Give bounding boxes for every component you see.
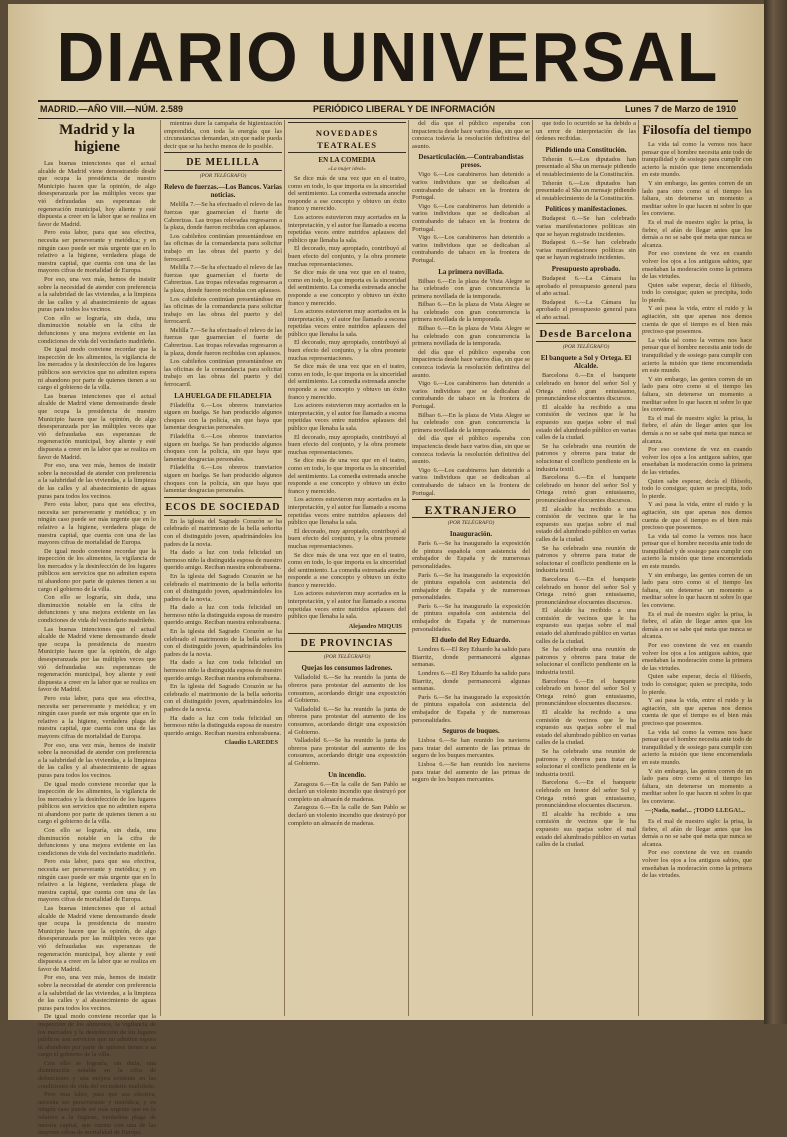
- news-heading: Quejas los consumos ladrones.: [301, 664, 393, 673]
- article-paragraph: Ha dado a luz con toda felicidad un hermoso niño la distinguida esposa de nuestro querido amigo. Reciban nuestra enhorabuena.: [164, 549, 282, 572]
- article-paragraph: Y sin embargo, las gentes corren de un lado para otro como si el tiempo les faltara, sin detenerse un momento a meditar sobre lo que hacen ni sobre lo que les conviene.: [642, 571, 752, 610]
- section-subheading: (POR TELÉGRAFO): [562, 344, 610, 351]
- article-paragraph: El decorado, muy apropiado, contribuyó al buen efecto del conjunto, y la obra promete muchas representaciones.: [288, 245, 406, 268]
- article-paragraph: París 6.—Se ha inaugurado la exposición de pintura española con asistencia del embajador de España y de numerosas personalidades.: [412, 693, 530, 724]
- article-paragraph: Y sin embargo, las gentes corren de un lado para otro como si el tiempo les faltara, sin detenerse un momento a meditar sobre lo que hacen ni sobre lo que les conviene.: [642, 375, 752, 414]
- article-paragraph: Quien sabe esperar, decía el filósofo, todo lo consigue; quien se precipita, todo lo pierde.: [642, 281, 752, 304]
- article-paragraph: Lisboa 6.—Se han reunido los navieros para tratar del aumento de las primas de seguro de los buques mercantes.: [412, 760, 530, 784]
- article-paragraph: La vida tal como la vemos nos hace pensar que el hombre necesita ante todo de tranquilidad y de sosiego para cumplir con acierto la misión que tiene encomendada en este mundo.: [642, 336, 752, 375]
- paper-tagline: PERIÓDICO LIBERAL Y DE INFORMACIÓN: [312, 104, 495, 114]
- article-paragraph: Budapest 6.—Se han celebrado varias manifestaciones políticas sin que se hayan registrado incidentes.: [536, 215, 636, 238]
- article-paragraph: Con ello se lograría, sin duda, una disminución notable en la cifra de defunciones y una mejora evidente en las condiciones de vida del vecindario madrileño.: [38, 827, 156, 857]
- article-paragraph: Las buenas intenciones que el actual alcalde de Madrid viene demostrando desde que ocupa la presidencia de nuestro Municipio hacen que la opinión, de algo desesperanzada por las múltiples veces que vió defraudadas sus esperanzas de regeneración municipal, hoy aliente y esté dispuesta a creer en la labor que se realiza en favor de Madrid.: [38, 160, 156, 228]
- article-paragraph: Pero esta labor, para que sea efectiva, necesita ser perseverante y metódica; y en ningún caso puede ser más urgente que en lo relativo a la higiene, verdadera plaga de nuestra capital, que cuenta con una de las mayores cifras de mortalidad de Europa.: [38, 501, 156, 547]
- article-paragraph: El alcalde ha recibido a una comisión de vecinos que le ha expuesto sus quejas sobre el mal estado del alumbrado público en varias calles de la ciudad.: [536, 810, 636, 849]
- article-heading: Madrid y la higiene: [59, 122, 135, 155]
- news-heading: El duelo del Rey Eduardo.: [431, 636, 511, 645]
- article-paragraph: De igual modo conviene recordar que la inspección de los alimentos, la vigilancia de los mercados y la desinfección de los lugares públicos son servicios que no admiten espera ni abandono por parte de quienes tienen a su cargo el gobierno de la villa.: [38, 346, 156, 392]
- article-paragraph: Se ha celebrado una reunión de patronos y obreros para tratar de solucionar el conflicto pendiente en la industria textil.: [536, 442, 636, 473]
- newspaper-page: [8, 4, 764, 1137]
- article-paragraph: Barcelona 6.—En el banquete celebrado en honor del señor Sol y Ortega reinó gran entusiasmo, pronunciándose elocuentes discursos.: [536, 677, 636, 708]
- article-paragraph: De igual modo conviene recordar que la inspección de los alimentos, la vigilancia de los mercados y la desinfección de los lugares públicos son servicios que no admiten espera ni abandono por parte de quienes tienen a su cargo el gobierno de la villa.: [38, 547, 156, 593]
- article-paragraph: Quien sabe esperar, decía el filósofo, todo lo consigue; quien se precipita, todo lo pierde.: [642, 477, 752, 500]
- article-paragraph: Londres 6.—El Rey Eduardo ha salido para Biarritz, donde permanecerá algunas semanas.: [412, 670, 530, 693]
- article-paragraph: Zaragoza 6.—En la calle de San Pablo se declaró un violento incendio que destruyó por completo un almacén de maderas.: [288, 780, 406, 803]
- article-paragraph: Es el mal de nuestro siglo: la prisa, la fiebre, el afán de llegar antes que los demás a no se sabe qué meta que nunca se alcanza.: [642, 610, 752, 641]
- article-paragraph: Y así pasa la vida, entre el ruido y la agitación, sin que apenas nos demos cuenta de que el tiempo es el bien más precioso que poseemos.: [642, 697, 752, 727]
- news-heading: Seguros de buques.: [442, 727, 500, 736]
- article-paragraph: Vigo 6.—Los carabineros han detenido a varios individuos que se dedicaban al contrabando de tabaco en la frontera de Portugal.: [412, 380, 530, 410]
- article-paragraph: Los cabileños continúan presentándose en las oficinas de la comandancia para solicitar trabajo en las obras del puerto y del ferrocarril.: [164, 358, 282, 389]
- article-paragraph: Los cabileños continúan presentándose en las oficinas de la comandancia para solicitar trabajo en las obras del puerto y del ferrocarril.: [164, 232, 282, 263]
- article-paragraph: Filadelfia 6.—Los obreros tranviarios siguen en huelga. Se han producido algunos choques con la policía, sin que haya que lamentar desgracias personales.: [164, 401, 282, 432]
- article-paragraph: Bilbao 6.—En la plaza de Vista Alegre se ha celebrado con gran concurrencia la primera novillada de la temporada.: [412, 301, 530, 324]
- article-paragraph: El alcalde ha recibido a una comisión de vecinos que le ha expuesto sus quejas sobre el mal estado del alumbrado público en varias calles de la ciudad.: [536, 709, 636, 747]
- article-paragraph: En la iglesia del Sagrado Corazón se ha celebrado el matrimonio de la bella señorita con el distinguido joven, apadrinándoles los padres de la novia.: [164, 517, 282, 548]
- article-paragraph: Por eso conviene de vez en cuando volver los ojos a los antiguos sabios, que enseñaban la moderación como la primera de las virtudes.: [642, 642, 752, 672]
- article-paragraph: El decorado, muy apropiado, contribuyó al buen efecto del conjunto, y la obra promete muchas representaciones.: [288, 527, 406, 550]
- article-paragraph: París 6.—Se ha inaugurado la exposición de pintura española con asistencia del embajador de España y de numerosas personalidades.: [412, 571, 530, 602]
- article-paragraph: Por eso, una vez más, hemos de insistir sobre la necesidad de atender con preferencia a la salubridad de las viviendas, a la limpieza de las calles y al abastecimiento de aguas puras para todos los vecinos.: [38, 974, 156, 1012]
- column-4: [408, 120, 530, 1016]
- article-paragraph: La vida tal como la vemos nos hace pensar que el hombre necesita ante todo de tranquilidad y de sosiego para cumplir con acierto la misión que tiene encomendada en este mundo.: [642, 141, 752, 179]
- article-paragraph: Pero esta labor, para que sea efectiva, necesita ser perseverante y metódica; y en ningún caso puede ser más urgente que en lo relativo a la higiene, verdadera plaga de nuestra capital, que cuenta con una de las mayores cifras de mortalidad de Europa.: [38, 694, 156, 740]
- article-paragraph: París 6.—Se ha inaugurado la exposición de pintura española con asistencia del embajador de España y de numerosas personalidades.: [412, 540, 530, 570]
- article-paragraph: Ha dado a luz con toda felicidad un hermoso niño la distinguida esposa de nuestro querido amigo. Reciban nuestra enhorabuena.: [164, 604, 282, 627]
- article-paragraph: Vigo 6.—Los carabineros han detenido a varios individuos que se dedicaban al contrabando de tabaco en la frontera de Portugal.: [412, 234, 530, 264]
- news-heading: Pidiendo una Constitución.: [545, 145, 627, 154]
- section-heading-melilla: DE MELILLA: [186, 157, 260, 169]
- section-subheading: (POR TELÉGRAFO): [447, 520, 495, 527]
- article-paragraph: Con ello se lograría, sin duda, una disminución notable en la cifra de defunciones y una mejora evidente en las condiciones de vida del vecindario madrileño.: [38, 1059, 156, 1090]
- article-paragraph: Ha dado a luz con toda felicidad un hermoso niño la distinguida esposa de nuestro querido amigo. Reciban nuestra enhorabuena.: [164, 659, 282, 682]
- article-paragraph: Y sin embargo, las gentes corren de un lado para otro como si el tiempo les faltara, sin detenerse un momento a meditar sobre lo que hacen ni sobre lo que les conviene.: [642, 179, 752, 218]
- article-paragraph: Teherán 6.—Los diputados han presentado al Sha un mensaje pidiendo el restablecimiento de la Constitución.: [536, 179, 636, 202]
- news-heading: Desarticulación.—Contrabandistas presos.: [418, 153, 524, 170]
- article-paragraph: Pero esta labor, para que sea efectiva, necesita ser perseverante y metódica; y en ningún caso puede ser más urgente que en lo relativo a la higiene, verdadera plaga de nuestra capital, que cuenta con una de las mayores cifras de mortalidad de Europa.: [38, 1091, 156, 1137]
- article-paragraph: Barcelona 6.—En el banquete celebrado en honor del señor Sol y Ortega reinó gran entusiasmo, pronunciándose elocuentes discursos.: [536, 575, 636, 606]
- article-closing-line: —¡Nada, nada!... ¡TODO LLEGA!...: [644, 807, 746, 815]
- section-heading-provinces: DE PROVINCIAS: [300, 638, 394, 650]
- article-paragraph: El alcalde ha recibido a una comisión de vecinos que le ha expuesto sus quejas sobre el mal estado del alumbrado público en varias calles de la ciudad.: [536, 403, 636, 442]
- article-paragraph: Los actores estuvieron muy acertados en la interpretación, y el autor fue llamado a escena repetidas veces entre nutridos aplausos del público que llenaba la sala.: [288, 402, 406, 432]
- article-paragraph: Y así pasa la vida, entre el ruido y la agitación, sin que apenas nos demos cuenta de que el tiempo es el bien más precioso que poseemos.: [642, 305, 752, 336]
- column-3: [284, 120, 406, 1016]
- article-paragraph: Las buenas intenciones que el actual alcalde de Madrid viene demostrando desde que ocupa la presidencia de nuestro Municipio hacen que la opinión, de algo desesperanzada por las múltiples veces que vió defraudadas sus esperanzas de regeneración municipal, hoy aliente y esté dispuesta a creer en la labor que se realiza en favor de Madrid.: [38, 625, 156, 694]
- article-paragraph: Se dice más de una vez que en el teatro, como en todo, lo que importa es la sinceridad del sentimiento. La comedia estrenada anoche responde a ese concepto y obtuvo un éxito franco y merecido.: [288, 269, 406, 307]
- news-heading: Relevo de fuerzas.—Los Bancos. Varias noticias.: [164, 183, 282, 200]
- masthead-title: DIARIO UNIVERSAL: [56, 18, 720, 96]
- column-6: [638, 120, 752, 1016]
- article-paragraph: Bilbao 6.—En la plaza de Vista Alegre se ha celebrado con gran concurrencia la primera novillada de la temporada.: [412, 325, 530, 348]
- article-paragraph: Valladolid 6.—Se ha reunido la junta de obreros para protestar del aumento de los consumos, acordando dirigir una exposición al Gobierno.: [288, 674, 406, 705]
- article-paragraph: Budapest 6.—La Cámara ha aprobado el presupuesto general para el año actual.: [536, 298, 636, 321]
- article-paragraph: del día que el público esperaba con impaciencia desde hace varios días, sin que se conozca todavía la resolución definitiva del asunto.: [412, 435, 530, 466]
- article-paragraph: Los actores estuvieron muy acertados en la interpretación, y el autor fue llamado a escena repetidas veces entre nutridos aplausos del público que llenaba la sala.: [288, 213, 406, 244]
- article-paragraph: Barcelona 6.—En el banquete celebrado en honor del señor Sol y Ortega reinó gran entusiasmo, pronunciándose elocuentes discursos.: [536, 372, 636, 403]
- news-heading: El banquete a Sol y Ortega. El Alcalde.: [540, 354, 632, 371]
- article-paragraph: Las buenas intenciones que el actual alcalde de Madrid viene demostrando desde que ocupa la presidencia de nuestro Municipio hacen que la opinión, de algo desesperanzada por las múltiples veces que vió defraudadas sus esperanzas de regeneración municipal, hoy aliente y esté dispuesta a creer en la labor que se realiza en favor de Madrid.: [38, 905, 156, 973]
- section-heading-foreign: EXTRANJERO: [424, 503, 518, 518]
- article-paragraph: mientras dure la campaña de higienización emprendida, con toda la energía que las circunstancias demandan, sin que nadie pueda decir que se ha hecho menos de lo posible.: [164, 120, 282, 150]
- article-paragraph: Los actores estuvieron muy acertados en la interpretación, y el autor fue llamado a escena repetidas veces entre nutridos aplausos del público que llenaba la sala.: [288, 590, 406, 621]
- column-5: [532, 120, 636, 1016]
- article-paragraph: Por eso conviene de vez en cuando volver los ojos a los antiguos sabios, que enseñaban la moderación como la primera de las virtudes.: [642, 250, 752, 281]
- article-paragraph: Barcelona 6.—En el banquete celebrado en honor del señor Sol y Ortega reinó gran entusiasmo, pronunciándose elocuentes discursos.: [536, 779, 636, 810]
- article-paragraph: Vigo 6.—Los carabineros han detenido a varios individuos que se dedicaban al contrabando de tabaco en la frontera de Portugal.: [412, 171, 530, 202]
- article-paragraph: Los actores estuvieron muy acertados en la interpretación, y el autor fue llamado a escena repetidas veces entre nutridos aplausos del público que llenaba la sala.: [288, 308, 406, 338]
- article-paragraph: Ha dado a luz con toda felicidad un hermoso niño la distinguida esposa de nuestro querido amigo. Reciban nuestra enhorabuena.: [164, 714, 282, 737]
- article-paragraph: Se ha celebrado una reunión de patronos y obreros para tratar de solucionar el conflicto pendiente en la industria textil.: [536, 646, 636, 677]
- article-paragraph: Filadelfia 6.—Los obreros tranviarios siguen en huelga. Se han producido algunos choques con la policía, sin que haya que lamentar desgracias personales.: [164, 464, 282, 495]
- article-paragraph: Y sin embargo, las gentes corren de un lado para otro como si el tiempo les faltara, sin detenerse un momento a meditar sobre lo que hacen ni sobre lo que les conviene.: [642, 767, 752, 805]
- article-paragraph: Las buenas intenciones que el actual alcalde de Madrid viene demostrando desde que ocupa la presidencia de nuestro Municipio hacen que la opinión, de algo desesperanzada por las múltiples veces que vió defraudadas sus esperanzas de regeneración municipal, hoy aliente y esté dispuesta a creer en la labor que se realiza en favor de Madrid.: [38, 392, 156, 461]
- article-paragraph: Los cabileños continúan presentándose en las oficinas de la comandancia para solicitar trabajo en las obras del puerto y del ferrocarril.: [164, 295, 282, 326]
- news-heading: La primera novillada.: [438, 267, 504, 276]
- article-paragraph: Es el mal de nuestro siglo: la prisa, la fiebre, el afán de llegar antes que los demás a no se sabe qué meta que nunca se alcanza.: [642, 818, 752, 848]
- article-paragraph: Se dice más de una vez que en el teatro, como en todo, lo que importa es la sinceridad del sentimiento. La comedia estrenada anoche responde a ese concepto y obtuvo un éxito franco y merecido.: [288, 457, 406, 495]
- section-subheading: (POR TELÉGRAFO): [199, 173, 247, 180]
- article-paragraph: El decorado, muy apropiado, contribuyó al buen efecto del conjunto, y la obra promete muchas representaciones.: [288, 339, 406, 362]
- article-paragraph: Es el mal de nuestro siglo: la prisa, la fiebre, el afán de llegar antes que los demás a no se sabe qué meta que nunca se alcanza.: [642, 218, 752, 249]
- article-paragraph: Melilla 7.—Se ha efectuado el relevo de las fuerzas que guarnecían el fuerte de Cabrerizas. Las tropas relevadas regresaron a la plaza, donde fueron recibidas con aplausos.: [164, 201, 282, 232]
- article-paragraph: Por eso, una vez más, hemos de insistir sobre la necesidad de atender con preferencia a la salubridad de las viviendas, a la limpieza de las calles y al abastecimiento de aguas puras para todos los vecinos.: [38, 741, 156, 779]
- article-paragraph: Por eso, una vez más, hemos de insistir sobre la necesidad de atender con preferencia a la salubridad de las viviendas, a la limpieza de las calles y al abastecimiento de aguas puras para todos los vecinos.: [38, 275, 156, 314]
- article-paragraph: En la iglesia del Sagrado Corazón se ha celebrado el matrimonio de la bella señorita con el distinguido joven, apadrinándoles los padres de la novia.: [164, 683, 282, 713]
- article-paragraph: Por eso, una vez más, hemos de insistir sobre la necesidad de atender con preferencia a la salubridad de las viviendas, a la limpieza de las calles y al abastecimiento de aguas puras para todos los vecinos.: [38, 462, 156, 500]
- article-paragraph: Teherán 6.—Los diputados han presentado al Sha un mensaje pidiendo el restablecimiento de la Constitución.: [536, 155, 636, 178]
- article-paragraph: Londres 6.—El Rey Eduardo ha salido para Biarritz, donde permanecerá algunas semanas.: [412, 646, 530, 669]
- article-paragraph: Bilbao 6.—En la plaza de Vista Alegre se ha celebrado con gran concurrencia la primera novillada de la temporada.: [412, 277, 530, 300]
- article-signature: Alejandro MIQUIS: [348, 622, 402, 630]
- article-paragraph: Bilbao 6.—En la plaza de Vista Alegre se ha celebrado con gran concurrencia la primera novillada de la temporada.: [412, 411, 530, 434]
- news-heading: Un incendio.: [328, 770, 366, 779]
- article-paragraph: Con ello se lograría, sin duda, una disminución notable en la cifra de defunciones y una mejora evidente en las condiciones de vida del vecindario madrileño.: [38, 594, 156, 625]
- article-paragraph: Vigo 6.—Los carabineros han detenido a varios individuos que se dedicaban al contrabando de tabaco en la frontera de Portugal.: [412, 466, 530, 497]
- article-paragraph: La vida tal como la vemos nos hace pensar que el hombre necesita ante todo de tranquilidad y de sosiego para cumplir con acierto la misión que tiene encomendada en este mundo.: [642, 532, 752, 571]
- news-heading: EN LA COMEDIA: [318, 156, 376, 164]
- play-title: «La mujer ideal»: [328, 166, 366, 172]
- article-paragraph: Es el mal de nuestro siglo: la prisa, la fiebre, el afán de llegar antes que los demás a no se sabe qué meta que nunca se alcanza.: [642, 414, 752, 445]
- article-paragraph: del día que el público esperaba con impaciencia desde hace varios días, sin que se conozca todavía la resolución definitiva del asunto.: [412, 120, 530, 150]
- article-paragraph: Zaragoza 6.—En la calle de San Pablo se declaró un violento incendio que destruyó por completo un almacén de maderas.: [288, 804, 406, 827]
- article-paragraph: Barcelona 6.—En el banquete celebrado en honor del señor Sol y Ortega reinó gran entusiasmo, pronunciándose elocuentes discursos.: [536, 474, 636, 504]
- article-paragraph: Vigo 6.—Los carabineros han detenido a varios individuos que se dedicaban al contrabando de tabaco en la frontera de Portugal.: [412, 202, 530, 233]
- article-paragraph: Los actores estuvieron muy acertados en la interpretación, y el autor fue llamado a escena repetidas veces entre nutridos aplausos del público que llenaba la sala.: [288, 496, 406, 527]
- article-paragraph: Y así pasa la vida, entre el ruido y la agitación, sin que apenas nos demos cuenta de que el tiempo es el bien más precioso que poseemos.: [642, 501, 752, 532]
- article-paragraph: Pero esta labor, para que sea efectiva, necesita ser perseverante y metódica; y en ningún caso puede ser más urgente que en lo relativo a la higiene, verdadera plaga de nuestra capital, que cuenta con una de las mayores cifras de mortalidad de Europa.: [38, 229, 156, 275]
- article-paragraph: La vida tal como la vemos nos hace pensar que el hombre necesita ante todo de tranquilidad y de sosiego para cumplir con acierto la misión que tiene encomendada en este mundo.: [642, 728, 752, 766]
- news-heading: LA HUELGA DE FILADELFIA: [174, 391, 272, 400]
- article-paragraph: del día que el público esperaba con impaciencia desde hace varios días, sin que se conozca todavía la resolución definitiva del asunto.: [412, 348, 530, 379]
- article-paragraph: París 6.—Se ha inaugurado la exposición de pintura española con asistencia del embajador de España y de numerosas personalidades.: [412, 602, 530, 633]
- news-heading: Políticos y manifestaciones.: [545, 205, 627, 214]
- article-paragraph: Se dice más de una vez que en el teatro, como en todo, lo que importa es la sinceridad del sentimiento. La comedia estrenada anoche responde a ese concepto y obtuvo un éxito franco y merecido.: [288, 175, 406, 213]
- article-paragraph: Filadelfia 6.—Los obreros tranviarios siguen en huelga. Se han producido algunos choques con la policía, sin que haya que lamentar desgracias personales.: [164, 433, 282, 463]
- article-paragraph: que todo lo ocurrido se ha debido a un error de interpretación de las órdenes recibidas.: [536, 120, 636, 143]
- news-heading: Inauguración.: [449, 530, 493, 539]
- article-paragraph: El alcalde ha recibido a una comisión de vecinos que le ha expuesto sus quejas sobre el mal estado del alumbrado público en varias calles de la ciudad.: [536, 607, 636, 645]
- section-heading-theatre: NOVEDADES TEATRALES: [315, 128, 379, 150]
- article-paragraph: De igual modo conviene recordar que la inspección de los alimentos, la vigilancia de los mercados y la desinfección de los lugares públicos son servicios que no admiten espera ni abandono por parte de quienes tienen a su cargo el gobierno de la villa.: [38, 1013, 156, 1059]
- article-paragraph: Se dice más de una vez que en el teatro, como en todo, lo que importa es la sinceridad del sentimiento. La comedia estrenada anoche responde a ese concepto y obtuvo un éxito franco y merecido.: [288, 363, 406, 401]
- issue-date: Lunes 7 de Marzo de 1910: [624, 104, 736, 114]
- article-paragraph: Budapest 6.—Se han celebrado varias manifestaciones políticas sin que se hayan registrado incidentes.: [536, 239, 636, 262]
- article-paragraph: Quien sabe esperar, decía el filósofo, todo lo consigue; quien se precipita, todo lo pierde.: [642, 673, 752, 696]
- article-paragraph: Budapest 6.—La Cámara ha aprobado el presupuesto general para el año actual.: [536, 274, 636, 298]
- article-paragraph: Se dice más de una vez que en el teatro, como en todo, lo que importa es la sinceridad del sentimiento. La comedia estrenada anoche responde a ese concepto y obtuvo un éxito franco y merecido.: [288, 551, 406, 589]
- article-paragraph: Valladolid 6.—Se ha reunido la junta de obreros para protestar del aumento de los consumos, acordando dirigir una exposición al Gobierno.: [288, 737, 406, 767]
- article-paragraph: El decorado, muy apropiado, contribuyó al buen efecto del conjunto, y la obra promete muchas representaciones.: [288, 433, 406, 456]
- adjacent-page-edge: [764, 0, 787, 1024]
- issue-number: MADRID.—AÑO VIII.—NÚM. 2.589: [40, 104, 184, 114]
- section-heading-ecos: ECOS DE SOCIEDAD: [165, 501, 281, 513]
- news-heading: Presupuesto aprobado.: [551, 264, 621, 273]
- article-paragraph: De igual modo conviene recordar que la inspección de los alimentos, la vigilancia de los mercados y la desinfección de los lugares públicos son servicios que no admiten espera ni abandono por parte de quienes tienen a su cargo el gobierno de la villa.: [38, 780, 156, 826]
- article-paragraph: En la iglesia del Sagrado Corazón se ha celebrado el matrimonio de la bella señorita con el distinguido joven, apadrinándoles los padres de la novia.: [164, 572, 282, 603]
- article-paragraph: Por eso conviene de vez en cuando volver los ojos a los antiguos sabios, que enseñaban la moderación como la primera de las virtudes.: [642, 849, 752, 880]
- section-subheading: (POR TELÉGRAFO): [323, 654, 371, 661]
- article-paragraph: Melilla 7.—Se ha efectuado el relevo de las fuerzas que guarnecían el fuerte de Cabrerizas. Las tropas relevadas regresaron a la plaza, donde fueron recibidas con aplausos.: [164, 326, 282, 357]
- article-paragraph: Se ha celebrado una reunión de patronos y obreros para tratar de solucionar el conflicto pendiente en la industria textil.: [536, 544, 636, 575]
- article-paragraph: Con ello se lograría, sin duda, una disminución notable en la cifra de defunciones y una mejora evidente en las condiciones de vida del vecindario madrileño.: [38, 314, 156, 345]
- article-paragraph: El alcalde ha recibido a una comisión de vecinos que le ha expuesto sus quejas sobre el mal estado del alumbrado público en varias calles de la ciudad.: [536, 505, 636, 543]
- article-paragraph: Valladolid 6.—Se ha reunido la junta de obreros para protestar del aumento de los consumos, acordando dirigir una exposición al Gobierno.: [288, 705, 406, 736]
- column-1: [38, 120, 156, 1137]
- section-heading-barcelona: Desde Barcelona: [539, 328, 633, 341]
- article-heading: Filosofía del tiempo: [642, 122, 752, 137]
- article-paragraph: Se ha celebrado una reunión de patronos y obreros para tratar de solucionar el conflicto pendiente en la industria textil.: [536, 747, 636, 778]
- article-paragraph: Por eso conviene de vez en cuando volver los ojos a los antiguos sabios, que enseñaban la moderación como la primera de las virtudes.: [642, 446, 752, 476]
- article-paragraph: En la iglesia del Sagrado Corazón se ha celebrado el matrimonio de la bella señorita con el distinguido joven, apadrinándoles los padres de la novia.: [164, 628, 282, 658]
- article-paragraph: Lisboa 6.—Se han reunido los navieros para tratar del aumento de las primas de seguro de los buques mercantes.: [412, 737, 530, 760]
- info-bar: [38, 100, 738, 119]
- article-paragraph: Melilla 7.—Se ha efectuado el relevo de las fuerzas que guarnecían el fuerte de Cabrerizas. Las tropas relevadas regresaron a la plaza, donde fueron recibidas con aplausos.: [164, 264, 282, 294]
- article-signature: Claudio LAREDES: [224, 739, 278, 747]
- column-2: [160, 120, 282, 1016]
- article-paragraph: Pero esta labor, para que sea efectiva, necesita ser perseverante y metódica; y en ningún caso puede ser más urgente que en lo relativo a la higiene, verdadera plaga de nuestra capital, que cuenta con una de las mayores cifras de mortalidad de Europa.: [38, 858, 156, 904]
